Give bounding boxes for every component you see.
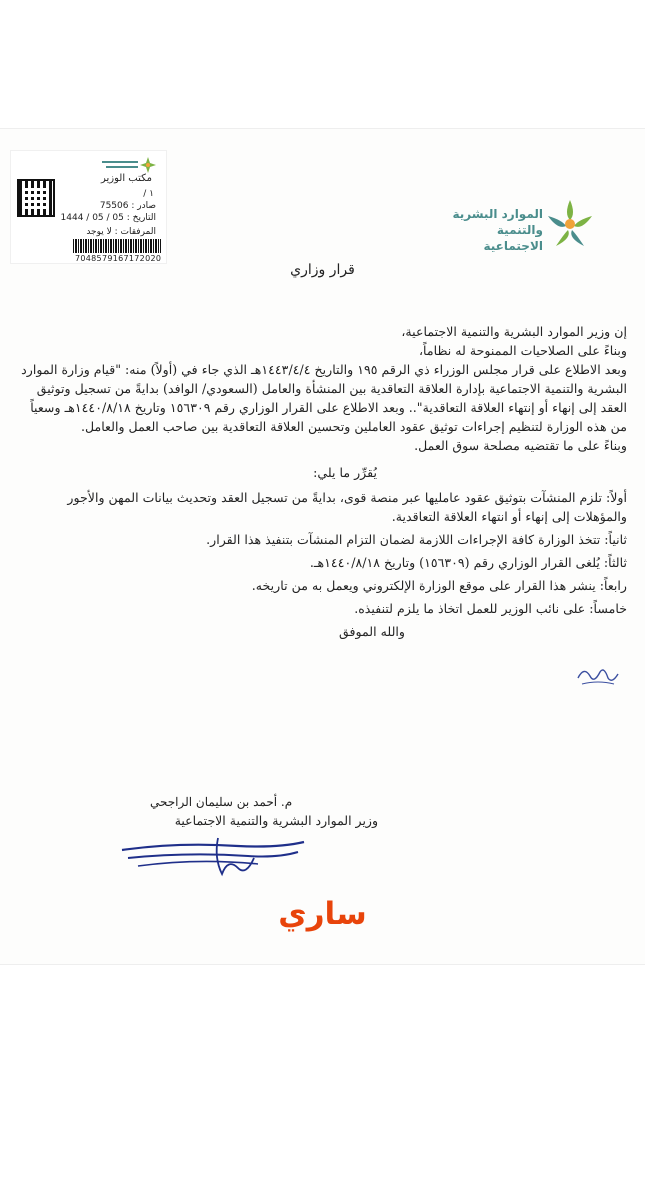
closing-line: والله الموفق: [339, 624, 405, 639]
item-second: ثانياً: تتخذ الوزارة كافة الإجراءات اللازمة لضمان التزام المنشآت بتنفيذ هذا القرار.: [206, 532, 627, 547]
ministry-emblem-icon: [545, 196, 595, 252]
decision-title: قرار وزاري: [290, 262, 355, 278]
ministry-name-line2: والتنمية الاجتماعية: [483, 223, 543, 253]
decision-body: [12, 322, 627, 641]
registration-stamp: [10, 150, 167, 264]
handwritten-signature: [118, 828, 308, 886]
preamble-paragraph: وبعد الاطلاع على قرار مجلس الوزراء ذي الرقم ١٩٥ والتاريخ ١٤٤٣/٤/٤هـ الذي جاء في (أولاً) منه: "قيام وزارة الموارد البشرية والتنمية الاجتماعية بإدارة العلاقة التعاقدية بين المنشأة والعامل (السعودي/ الوافد) بدايةً من تسجيل وتوثيق العقد إلى إنهاء أو إنتهاء العلاقة التعاقدية".. وبعد الاطلاع على القرار الوزاري رقم ١٥٦٣٠٩ وتاريخ ١٤٤٠/٨/١٨هـ وسعياً من هذه الوزارة لتنظيم إجراءات توثيق عقود العاملين وتحسين العلاقة التعاقدية بين صاحب العمل والعامل.: [21, 362, 627, 434]
item-fourth: رابعاً: ينشر هذا القرار على موقع الوزارة الإلكتروني ويعمل به من تاريخه.: [251, 578, 627, 593]
item-first: أولاً: تلزم المنشآت بتوثيق عقود عامليها عبر منصة قوى، بدايةً من تسجيل العقد وتحديث بيانات المهن والأجور والمؤهلات إلى إنهاء أو انتهاء العلاقة التعاقدية.: [67, 490, 627, 524]
preamble-line-4: وبناءً على ما تقتضيه مصلحة سوق العمل.: [414, 438, 627, 453]
signatory-name: م. أحمد بن سليمان الراجحي: [150, 795, 293, 809]
initials-mark: [574, 660, 622, 690]
preamble-line-2: وبناءً على الصلاحيات الممنوحة له نظاماً،: [418, 343, 627, 358]
ministry-name-line1: الموارد البشرية: [452, 207, 543, 221]
barcode-number: 7048579167172020: [75, 254, 162, 263]
decides-heading: يُقرِّر ما يلي:: [313, 465, 377, 480]
ministry-logo: [435, 196, 595, 258]
office-label: مكتب الوزير: [100, 173, 152, 184]
signatory-title: وزير الموارد البشرية والتنمية الاجتماعية: [174, 813, 378, 828]
stamp-number: / ١: [143, 189, 154, 199]
decision-items: [12, 488, 627, 618]
status-caption: ساري: [278, 896, 367, 932]
ministry-mini-logo: [98, 155, 158, 175]
ministry-name: [435, 206, 543, 254]
preamble-line-1: إن وزير الموارد البشرية والتنمية الاجتماعية،: [401, 324, 627, 339]
barcode: [73, 239, 161, 253]
attachments: المرفقات : لا يوجد: [86, 227, 156, 237]
item-third: ثالثاً: يُلغى القرار الوزاري رقم (١٥٦٣٠٩) وتاريخ ١٤٤٠/٨/١٨هـ.: [309, 555, 627, 570]
item-fifth: خامساً: على نائب الوزير للعمل اتخاذ ما يلزم لتنفيذه.: [354, 601, 627, 616]
stamp-date: التاريخ : 05 / 05 / 1444: [60, 213, 156, 223]
qr-code: [19, 181, 53, 215]
issued-number: صادر : 75506: [99, 201, 156, 211]
